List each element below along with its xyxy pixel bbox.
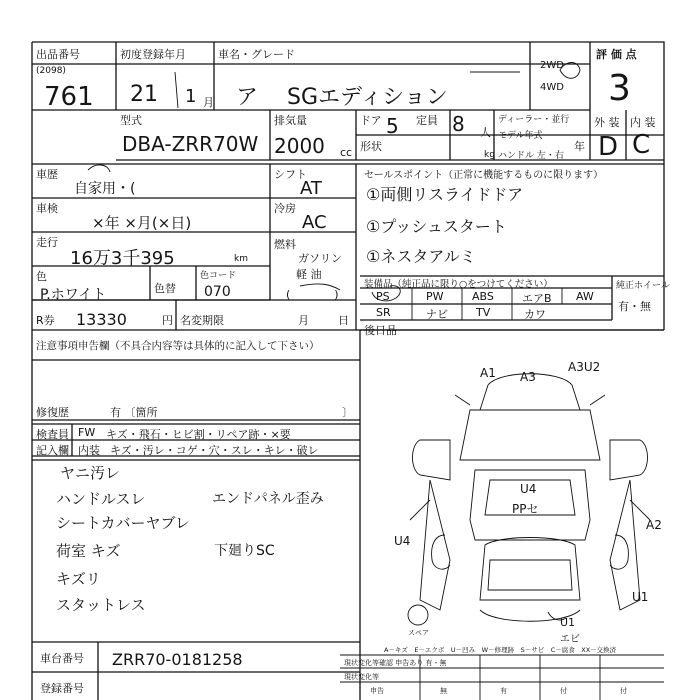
lower-label: 付 xyxy=(560,687,567,695)
recycle-value: 13330 xyxy=(76,310,127,329)
repair-close: 〕 xyxy=(342,406,353,419)
equip-leather: カワ xyxy=(524,308,546,321)
name-change-label: 名変期限 xyxy=(180,314,224,327)
model-year-label: モデル年式 xyxy=(498,131,543,141)
lower-label: 付 xyxy=(620,687,627,695)
remark-line: ハンドルスレ xyxy=(56,490,146,508)
displacement-label: 排気量 xyxy=(274,114,307,127)
color-label: 色 xyxy=(36,270,47,283)
remark-line: スタットレス xyxy=(56,596,146,614)
remark-line: シートカバーヤブレ xyxy=(56,514,190,532)
interior-grade: C xyxy=(632,130,651,160)
fw-items: キズ・飛石・ヒビ割・リペア跡・×要 xyxy=(106,428,291,441)
damage-label: エビ xyxy=(560,634,580,645)
damage-label: PPセ xyxy=(512,502,539,516)
capacity-value: 8 xyxy=(452,112,465,136)
status-label: 現状変化等 xyxy=(344,673,379,681)
remark-line: エンドパネル歪み xyxy=(212,491,324,507)
chassis-value: ZRR70-0181258 xyxy=(112,650,243,669)
exterior-label: 外 装 xyxy=(594,116,620,129)
sales-title: セールスポイント（正常に機能するものに限ります） xyxy=(364,170,604,181)
kg-unit: kg xyxy=(484,150,495,160)
equipment-title: 装備品（純正品に限り○をつけてください） xyxy=(364,279,553,290)
usage-label: 車歴 xyxy=(36,168,58,181)
remark-line: キズリ xyxy=(56,570,101,588)
genuine-wheel-value: 有・無 xyxy=(618,300,651,313)
legend-codes: A－キズ E－エクボ U－凹み W－修理跡 S－サビ C－腐食 XX－交換済 xyxy=(384,646,617,654)
drive-4wd: 4WD xyxy=(540,82,564,93)
sales-item: ①プッシュスタート xyxy=(366,217,507,236)
damage-label: U4 xyxy=(394,534,411,548)
damage-label: A2 xyxy=(646,518,662,532)
yen-unit: 円 xyxy=(162,314,173,327)
damage-label: A1 xyxy=(480,366,496,380)
name-grade-label: 車名・グレード xyxy=(218,48,295,61)
shift-value: AT xyxy=(300,178,322,199)
lower-label: 無 xyxy=(440,687,447,695)
inspection-value: ×年 ×月(×日) xyxy=(92,214,192,232)
first-reg-value: 21 xyxy=(130,82,158,107)
fuel-diesel: 軽 油 xyxy=(296,268,322,281)
model-value: DBA-ZRR70W xyxy=(122,132,259,156)
color-code-value: 070 xyxy=(204,284,231,300)
km-unit: km xyxy=(234,254,248,264)
shape-label: 形状 xyxy=(360,140,382,153)
legend-status: 現状変化等確認 申告あり 有・無 xyxy=(344,659,447,667)
notes-title: 注意事項申告欄（不具合内容等は具体的に記入して下さい） xyxy=(36,340,320,352)
rear-seat-label: 後日品 xyxy=(364,324,397,337)
entry-items: キズ・汚レ・コゲ・穴・スレ・キレ・破レ xyxy=(110,444,319,457)
sales-item: ①両側リスライドドア xyxy=(366,185,524,204)
remark-line: 下廻りSC xyxy=(214,543,275,559)
displacement-value: 2000 xyxy=(274,134,325,158)
door-value: 5 xyxy=(386,114,399,138)
damage-label: A3 xyxy=(520,370,536,384)
shift-label: シフト xyxy=(274,168,307,181)
capacity-label: 定員 xyxy=(416,114,438,127)
dealer-label: ディーラー・並行 xyxy=(498,115,570,125)
day-unit: 日 xyxy=(338,314,349,327)
inspection-label: 車検 xyxy=(36,202,58,215)
fuel-label: 燃料 xyxy=(274,238,296,251)
remark-line: 荷室 キズ xyxy=(56,542,121,560)
exterior-grade: D xyxy=(598,132,619,162)
fuel-paren: ( ) xyxy=(286,288,339,301)
genuine-wheel-label: 純正ホイール xyxy=(616,281,670,291)
equip-ps: PS xyxy=(376,290,390,303)
person-unit: 人 xyxy=(480,126,491,139)
damage-label: U1 xyxy=(632,590,649,604)
color-value: P.ホワイト xyxy=(40,287,107,303)
mileage-label: 走行 xyxy=(36,236,58,249)
repair-value: 有 〔箇所 xyxy=(110,406,158,419)
remark-line: ヤニ汚レ xyxy=(60,464,121,482)
inspector-label: 検査員 xyxy=(36,428,69,441)
fuel-gasoline: ガソリン xyxy=(298,252,342,265)
month-label: 月 xyxy=(203,96,214,109)
interior-label: 内 装 xyxy=(630,116,656,129)
ac-label: 冷房 xyxy=(274,202,296,215)
month-unit: 月 xyxy=(298,314,309,327)
door-label: ドア xyxy=(360,114,382,127)
usage-value: 自家用・( xyxy=(74,181,136,197)
equip-tv: TV xyxy=(476,306,491,319)
damage-label: U4 xyxy=(520,482,537,496)
cc-unit: cc xyxy=(340,146,353,159)
damage-label: スペア xyxy=(408,629,429,637)
color-change-label: 色替 xyxy=(154,282,176,295)
recycle-label: R券 xyxy=(36,314,55,327)
repair-label: 修復歴 xyxy=(36,406,69,419)
equip-sr: SR xyxy=(376,306,391,319)
color-code-label: 色コード xyxy=(200,271,237,281)
entry-prefix: 内装 xyxy=(78,444,100,457)
ac-value: AC xyxy=(302,212,327,233)
chassis-label: 車台番号 xyxy=(40,652,84,665)
damage-label: U1 xyxy=(560,616,576,629)
equip-navi: ナビ xyxy=(426,308,448,321)
equip-abs: ABS xyxy=(472,290,494,303)
lot-code: (2098) xyxy=(36,66,66,76)
equip-aw: AW xyxy=(576,290,594,303)
equip-airbag: エアB xyxy=(522,292,552,305)
damage-label: A3U2 xyxy=(568,360,601,374)
drive-2wd: 2WD xyxy=(540,60,564,71)
lower-label: 申告 xyxy=(370,687,384,695)
handle-label: ハンドル 左・右 xyxy=(498,151,564,161)
name-grade-value: ア SGエディション xyxy=(236,85,448,110)
first-reg-label: 初度登録年月 xyxy=(120,48,186,61)
year-suffix: 年 xyxy=(574,140,585,153)
score-value: 3 xyxy=(608,68,631,109)
lot-label: 出品番号 xyxy=(36,48,80,61)
fw-label: FW xyxy=(78,426,96,439)
month-value: 1 xyxy=(185,86,197,107)
mileage-value: 16万3千395 xyxy=(70,248,175,269)
reg-label: 登録番号 xyxy=(40,682,84,695)
equip-pw: PW xyxy=(426,290,444,303)
score-label: 評 価 点 xyxy=(596,48,637,61)
model-label: 型式 xyxy=(120,114,142,127)
lower-label: 有 xyxy=(500,687,507,695)
lot-number: 761 xyxy=(44,82,94,112)
sales-item: ①ネスタアルミ xyxy=(366,247,476,266)
entry-label: 記入欄 xyxy=(36,444,69,457)
